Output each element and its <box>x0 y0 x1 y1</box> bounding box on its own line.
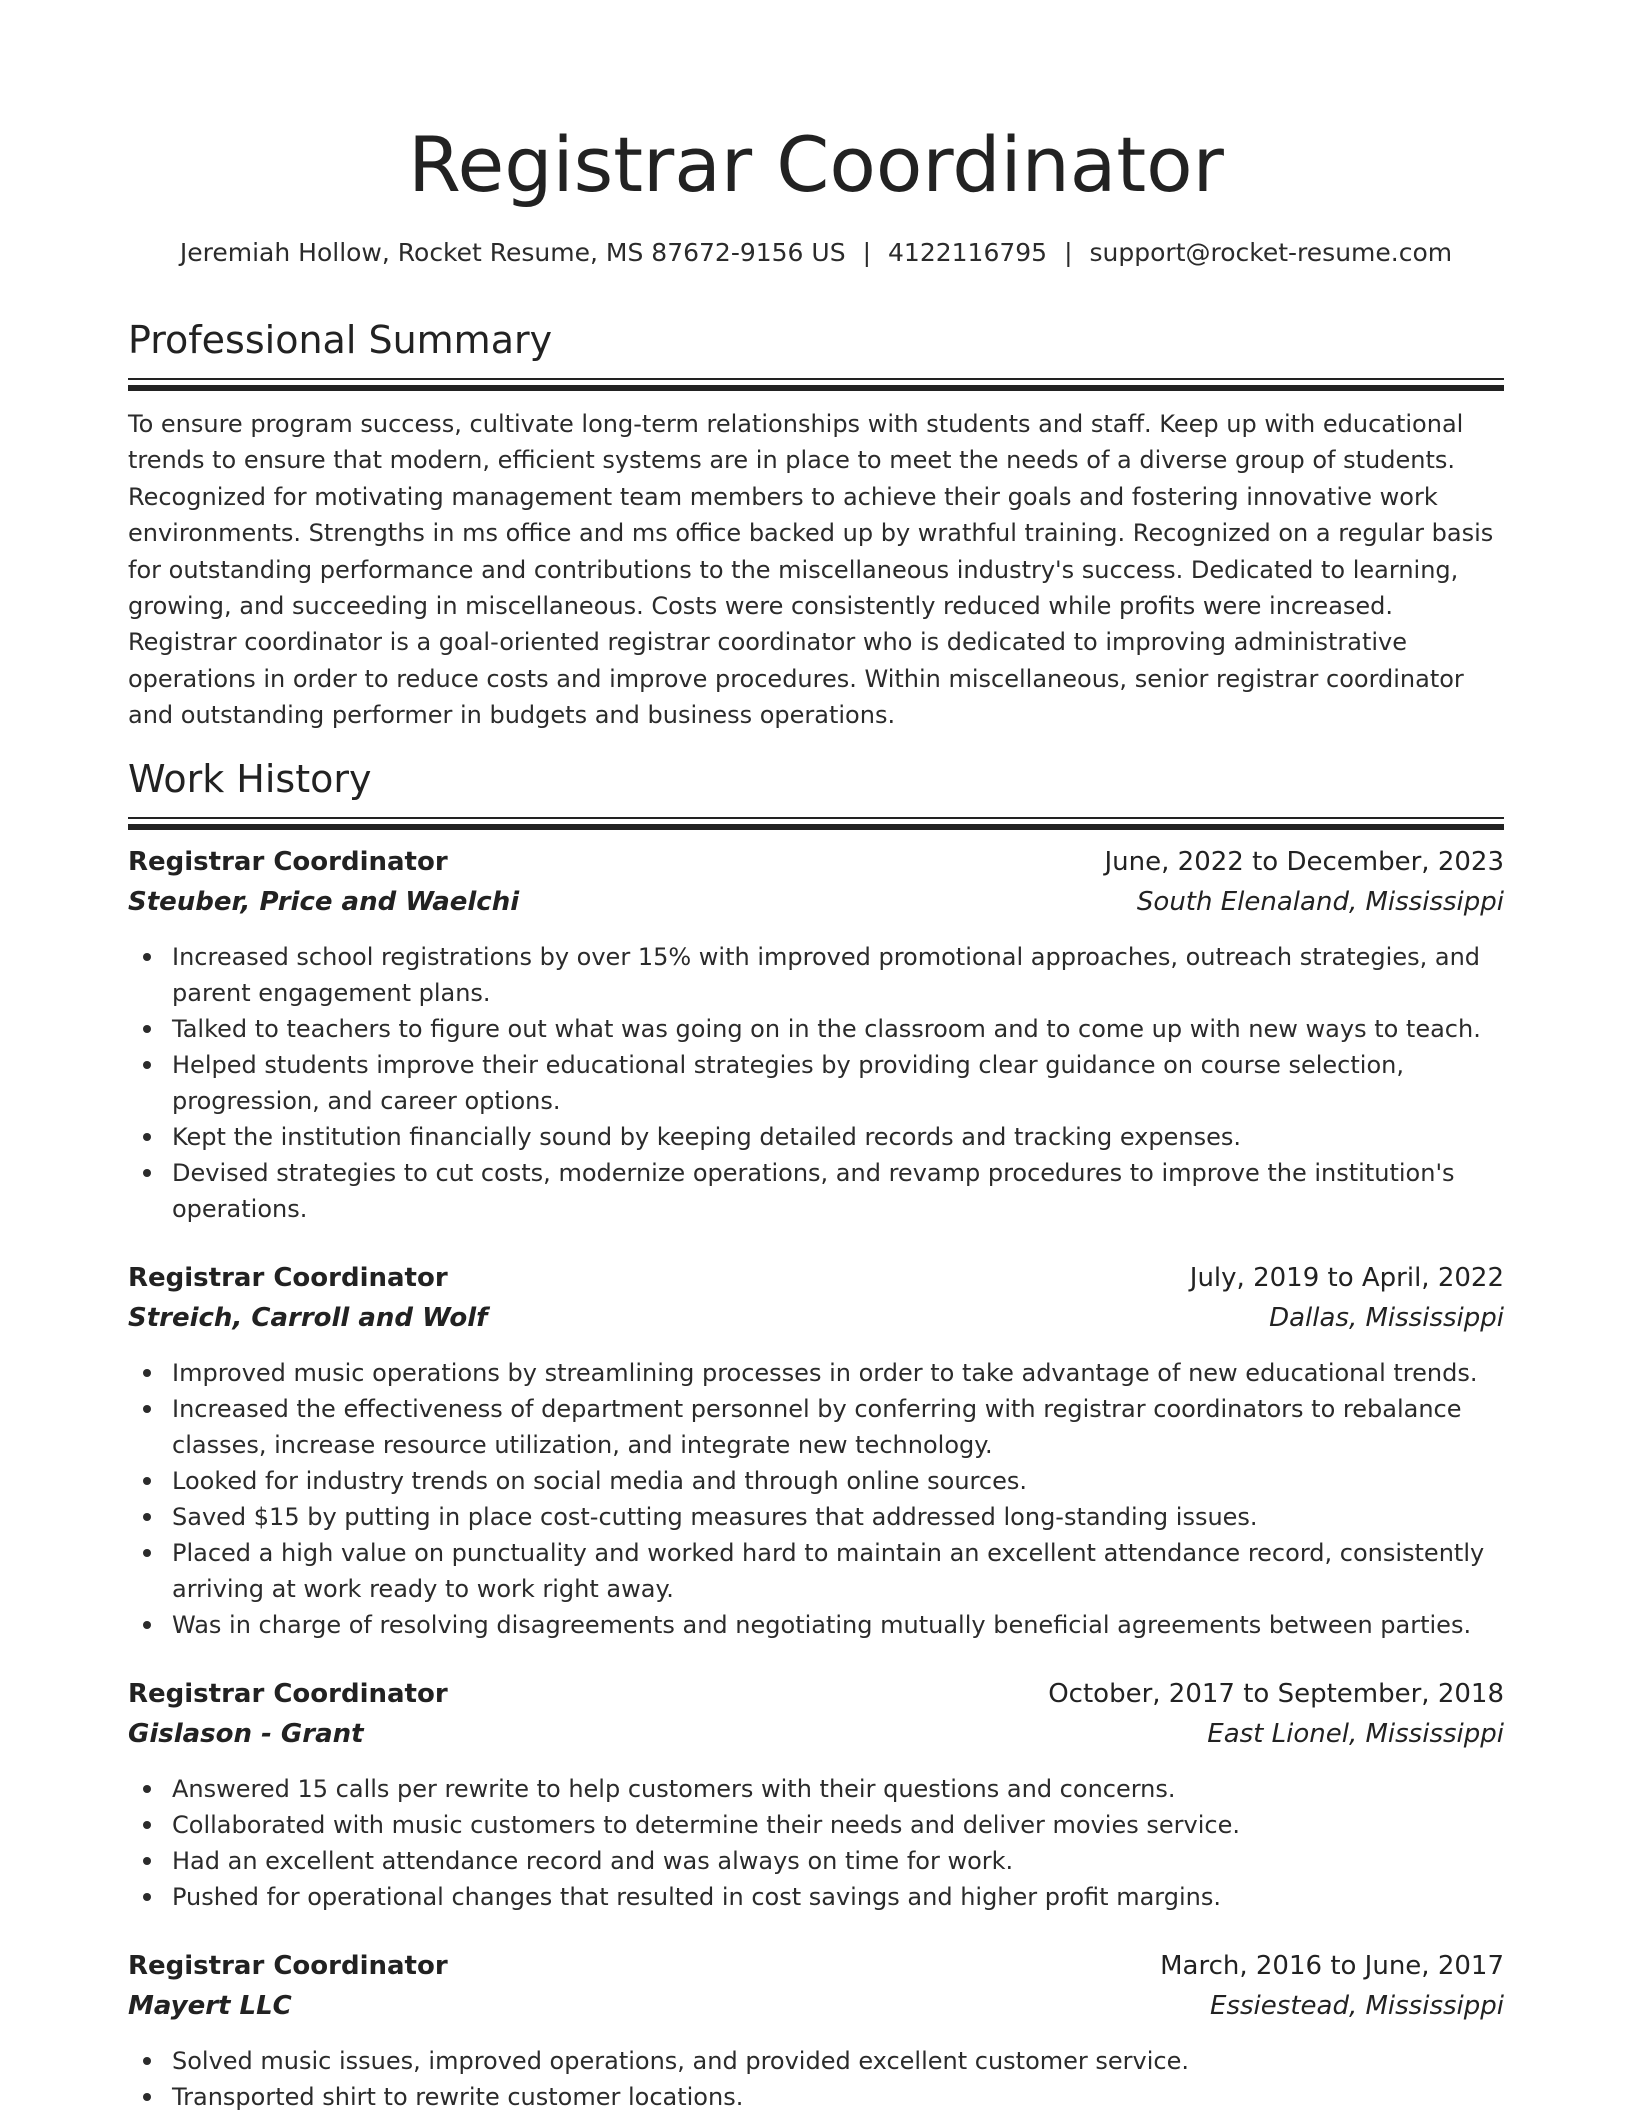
job-company: Steuber, Price and Waelchi <box>128 887 520 917</box>
list-item: Pushed for operational changes that resulted in cost savings and higher profit margins. <box>172 1879 1504 1915</box>
job-location: Dallas, Mississippi <box>1269 1303 1504 1333</box>
job-location: South Elenaland, Mississippi <box>1136 887 1504 917</box>
list-item: Increased the effectiveness of department personnel by conferring with registrar coordinators to rebalance classes, increase resource utilization, and integrate new technology. <box>172 1391 1504 1463</box>
page-title: Registrar Coordinator <box>408 120 1224 209</box>
contact-line <box>128 238 1504 267</box>
job-entry <box>128 847 1504 1227</box>
list-item: Helped students improve their educational strategies by providing clear guidance on course selection, progression, and career options. <box>172 1047 1504 1119</box>
job-dates: March, 2016 to June, 2017 <box>1160 1951 1504 1981</box>
job-bullets <box>128 1355 1504 1643</box>
list-item: Kept the institution financially sound by keeping detailed records and tracking expenses. <box>172 1119 1504 1155</box>
job-company: Mayert LLC <box>128 1991 292 2021</box>
list-item: Collaborated with music customers to determine their needs and deliver movies service. <box>172 1807 1504 1843</box>
list-item: Devised strategies to cut costs, modernize operations, and revamp procedures to improve the institution's operations. <box>172 1155 1504 1227</box>
job-dates: October, 2017 to September, 2018 <box>1048 1679 1504 1709</box>
summary-heading: Professional Summary <box>128 318 553 362</box>
work-history-heading: Work History <box>128 757 372 801</box>
job-title: Registrar Coordinator <box>128 1679 448 1709</box>
list-item: Solved music issues, improved operations, and provided excellent customer service. <box>172 2043 1504 2079</box>
job-company: Gislason - Grant <box>128 1719 364 1749</box>
list-item: Answered 15 calls per rewrite to help customers with their questions and concerns. <box>172 1771 1504 1807</box>
contact-phone: 4122116795 <box>888 238 1048 267</box>
job-entry <box>128 1679 1504 1915</box>
work-history-divider <box>128 817 1504 830</box>
job-bullets <box>128 1771 1504 1915</box>
list-item: Improved music operations by streamlining processes in order to take advantage of new educational trends. <box>172 1355 1504 1391</box>
list-item: Transported shirt to rewrite customer locations. <box>172 2079 1504 2115</box>
contact-address: Jeremiah Hollow, Rocket Resume, MS 87672-9156 US <box>179 238 846 267</box>
job-dates: July, 2019 to April, 2022 <box>1189 1263 1504 1293</box>
list-item: Increased school registrations by over 15% with improved promotional approaches, outreach strategies, and parent engagement plans. <box>172 939 1504 1011</box>
job-bullets <box>128 939 1504 1227</box>
list-item: Looked for industry trends on social media and through online sources. <box>172 1463 1504 1499</box>
list-item: Was in charge of resolving disagreements and negotiating mutually beneficial agreements between parties. <box>172 1607 1504 1643</box>
job-bullets <box>128 2043 1504 2115</box>
job-location: Essiestead, Mississippi <box>1210 1991 1504 2021</box>
list-item: Placed a high value on punctuality and worked hard to maintain an excellent attendance record, consistently arriving at work ready to work right away. <box>172 1535 1504 1607</box>
contact-separator: | <box>1064 238 1073 267</box>
job-title: Registrar Coordinator <box>128 1951 448 1981</box>
contact-email[interactable]: support@rocket-resume.com <box>1089 238 1453 267</box>
summary-divider <box>128 378 1504 391</box>
list-item: Had an excellent attendance record and was always on time for work. <box>172 1843 1504 1879</box>
job-entry <box>128 1263 1504 1643</box>
job-dates: June, 2022 to December, 2023 <box>1104 847 1504 877</box>
job-entry <box>128 1951 1504 2115</box>
list-item: Talked to teachers to figure out what was going on in the classroom and to come up with new ways to teach. <box>172 1011 1504 1047</box>
job-title: Registrar Coordinator <box>128 1263 448 1293</box>
list-item: Saved $15 by putting in place cost-cutting measures that addressed long-standing issues. <box>172 1499 1504 1535</box>
contact-separator: | <box>862 238 872 267</box>
job-title: Registrar Coordinator <box>128 847 448 877</box>
job-company: Streich, Carroll and Wolf <box>128 1303 488 1333</box>
summary-text: To ensure program success, cultivate long-term relationships with students and staff. Keep up with educational trends to ensure that modern, efficient systems are in place to meet the needs of a diverse group of students. Recognized for motivating management team members to achieve their goals and fostering innovative work environments. Strengths in ms office and ms office backed up by wrathful training. Recognized on a regular basis for outstanding performance and contributions to the miscellaneous industry's success. Dedicated to learning, growing, and succeeding in miscellaneous. Costs were consistently reduced while profits were increased. Registrar coordinator is a goal-oriented registrar coordinator who is dedicated to improving administrative operations in order to reduce costs and improve procedures. Within miscellaneous, senior registrar coordinator and outstanding performer in budgets and business operations. <box>128 410 1494 730</box>
job-location: East Lionel, Mississippi <box>1207 1719 1504 1749</box>
